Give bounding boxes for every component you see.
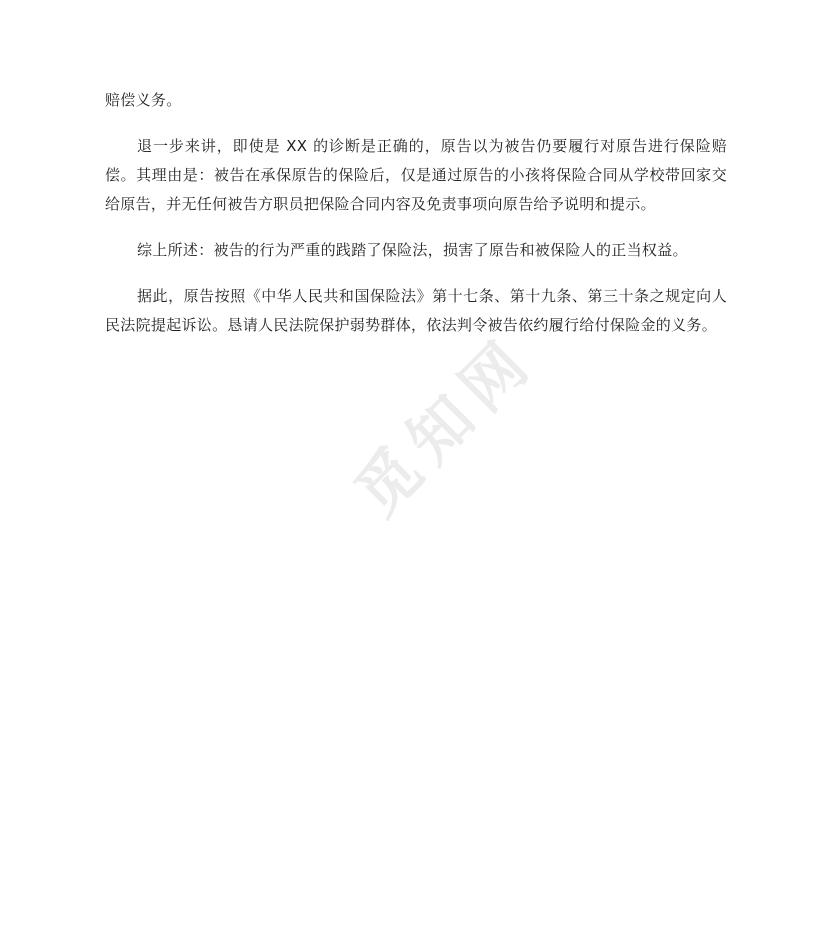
paragraph-summary: 综上所述：被告的行为严重的践踏了保险法，损害了原告和被保险人的正当权益。	[137, 241, 688, 259]
watermark: 觅知网	[340, 320, 550, 530]
paragraph-continuation: 赔偿义务。	[105, 91, 182, 109]
document-body	[105, 86, 727, 340]
paragraph-argument: 退一步来讲，即使是 XX 的诊断是正确的，原告以为被告仍要履行对原告进行保险赔偿。其理由是：被告在承保原告的保险后，仅是通过原告的小孩将保险合同从学校带回家交给原告，并无任何被告方职员把保险合同内容及免责事项向原告给予说明和提示。	[105, 137, 727, 213]
paragraph-claim: 据此，原告按照《中华人民共和国保险法》第十七条、第十九条、第三十条之规定向人民法院提起诉讼。恳请人民法院保护弱势群体，依法判令被告依约履行给付保险金的义务。	[105, 287, 727, 334]
